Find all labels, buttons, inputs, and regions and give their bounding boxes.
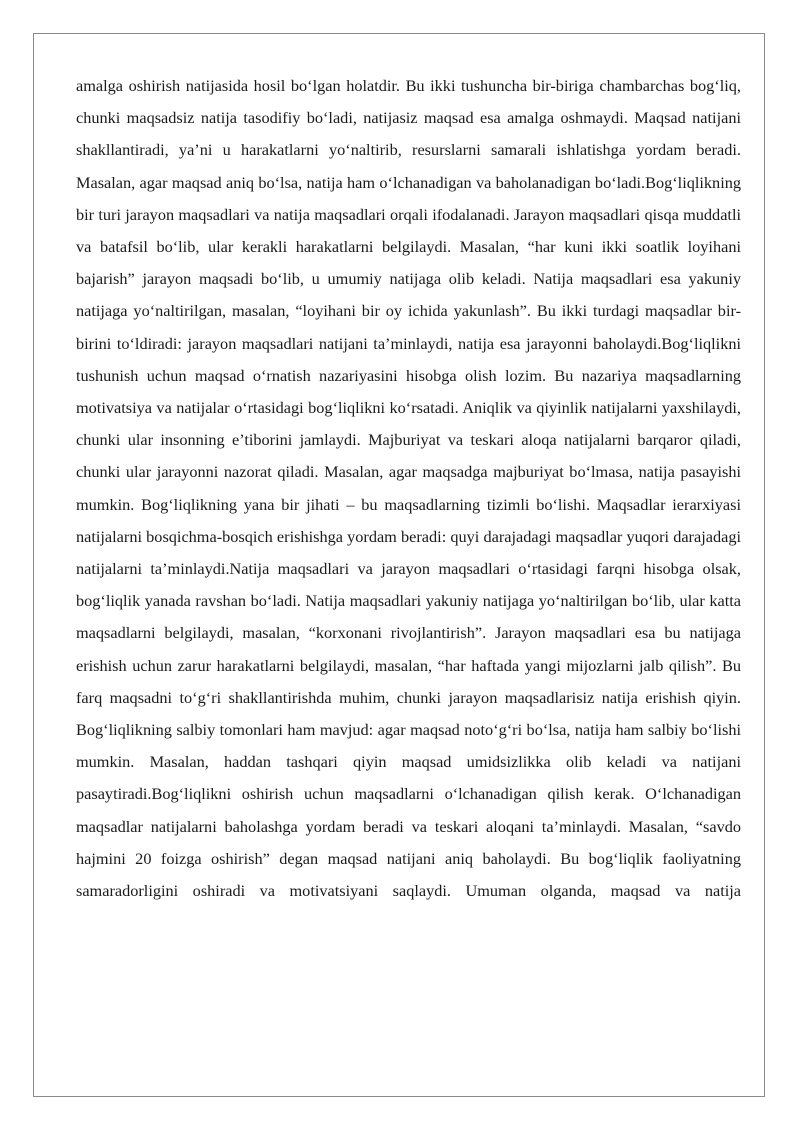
body-paragraph: amalga oshirish natijasida hosil bo‘lgan holatdir. Bu ikki tushuncha bir-biriga chambarchas bog‘liq, chunki maqsadsiz natija tasodifiy bo‘ladi, natijasiz maqsad esa amalga oshmaydi. Maqsad natijani shakllantiradi, ya’ni u harakatlarni yo‘naltirib, resurslarni samarali ishlatishga yordam beradi. Masalan, agar maqsad aniq bo‘lsa, natija ham o‘lchanadigan va baholanadigan bo‘ladi.Bog‘liqlikning bir turi jarayon maqsadlari va natija maqsadlari orqali ifodalanadi. Jarayon maqsadlari qisqa muddatli va batafsil bo‘lib, ular kerakli harakatlarni belgilaydi. Masalan, “har kuni ikki soatlik loyihani bajarish” jarayon maqsadi bo‘lib, u umumiy natijaga olib keladi. Natija maqsadlari esa yakuniy natijaga yo‘naltirilgan, masalan, “loyihani bir oy ichida yakunlash”. Bu ikki turdagi maqsadlar bir-birini to‘ldiradi: jarayon maqsadlari natijani ta’minlaydi, natija esa jarayonni baholaydi.Bog‘liqlikni tushunish uchun maqsad o‘rnatish nazariyasini hisobga olish lozim. Bu nazariya maqsadlarning motivatsiya va natijalar o‘rtasidagi bog‘liqlikni ko‘rsatadi. Aniqlik va qiyinlik natijalarni yaxshilaydi, chunki ular insonning e’tiborini jamlaydi. Majburiyat va teskari aloqa natijalarni barqaror qiladi, chunki ular jarayonni nazorat qiladi. Masalan, agar maqsadga majburiyat bo‘lmasa, natija pasayishi mumkin. Bog‘liqlikning yana bir jihati – bu maqsadlarning tizimli bo‘lishi. Maqsadlar ierarxiyasi natijalarni bosqichma-bosqich erishishga yordam beradi: quyi darajadagi maqsadlar yuqori darajadagi natijalarni ta’minlaydi.Natija maqsadlari va jarayon maqsadlari o‘rtasidagi farqni hisobga olsak, bog‘liqlik yanada ravshan bo‘ladi. Natija maqsadlari yakuniy natijaga yo‘naltirilgan bo‘lib, ular katta maqsadlarni belgilaydi, masalan, “korxonani rivojlantirish”. Jarayon maqsadlari esa bu natijaga erishish uchun zarur harakatlarni belgilaydi, masalan, “har haftada yangi mijozlarni jalb qilish”. Bu farq maqsadni to‘g‘ri shakllantirishda muhim, chunki jarayon maqsadlarisiz natija erishish qiyin. Bog‘liqlikning salbiy tomonlari ham mavjud: agar maqsad noto‘g‘ri bo‘lsa, natija ham salbiy bo‘lishi mumkin. Masalan, haddan tashqari qiyin maqsad umidsizlikka olib keladi va natijani pasaytiradi.Bog‘liqlikni oshirish uchun maqsadlarni o‘lchanadigan qilish kerak. O‘lchanadigan maqsadlar natijalarni baholashga yordam beradi va teskari aloqani ta’minlaydi. Masalan, “savdo hajmini 20 foizga oshirish” degan maqsad natijani aniq baholaydi. Bu bog‘liqlik faoliyatning samaradorligini oshiradi va motivatsiyani saqlaydi. Umuman olganda, maqsad va natija — [76, 76, 741, 901]
